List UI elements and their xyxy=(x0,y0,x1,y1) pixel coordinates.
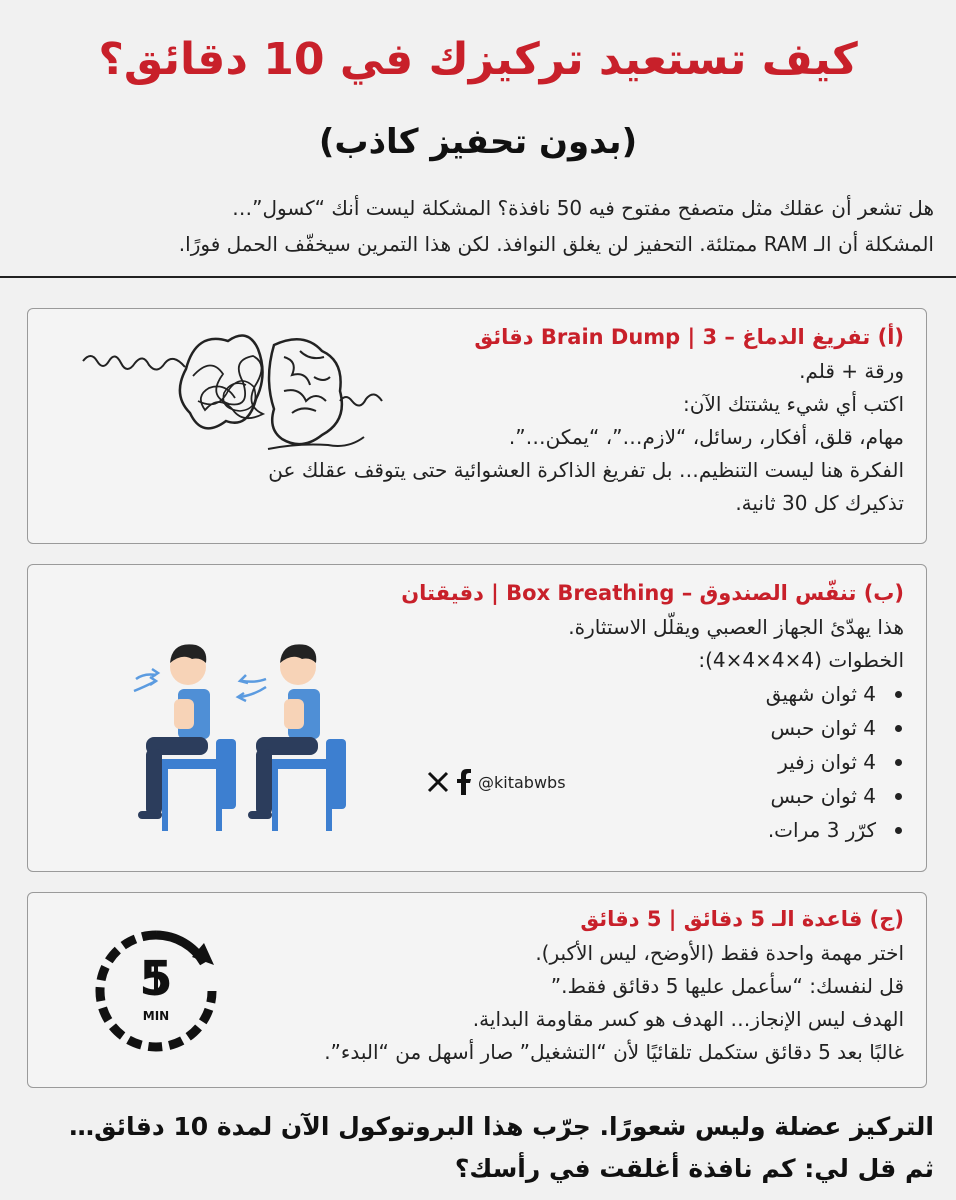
card-line: ورقة + قلم. xyxy=(799,359,904,383)
card-line: الخطوات (4×4×4×4): xyxy=(698,648,904,672)
intro-line: المشكلة أن الـ RAM ممتلئة. التحفيز لن يغلق النوافذ. لكن هذا التمرين سيخفّف الحمل فورًا. xyxy=(178,232,934,256)
card-line: قل لنفسك: “سأعمل عليها 5 دقائق فقط.” xyxy=(550,974,904,998)
card-box-breathing-text xyxy=(401,575,904,847)
timer-number: 5 xyxy=(139,951,173,1007)
card-line: اختر مهمة واحدة فقط (الأوضح، ليس الأكبر). xyxy=(535,941,904,965)
closing-line: ثم قل لي: كم نافذة أغلقت في رأسك؟ xyxy=(454,1154,934,1183)
timer-unit: MIN xyxy=(142,1009,170,1023)
page-title: كيف تستعيد تركيزك في 10 دقائق؟ xyxy=(98,34,858,85)
card-five-minute-rule xyxy=(27,892,927,1088)
card-box-breathing-title: (ب) تنفّس الصندوق – Box Breathing | دقيقتان xyxy=(401,581,904,605)
closing-line: التركيز عضلة وليس شعورًا. جرّب هذا البروتوكول الآن لمدة 10 دقائق… xyxy=(69,1112,934,1141)
card-line: تذكيرك كل 30 ثانية. xyxy=(735,491,904,515)
tangled-brain-icon xyxy=(78,321,418,461)
card-line: غالبًا بعد 5 دقائق ستكمل تلقائيًا لأن “التشغيل” صار أسهل من “البدء”. xyxy=(324,1040,904,1064)
section-divider xyxy=(0,276,956,278)
card-five-minute-rule-text xyxy=(324,901,904,1069)
x-logo-icon xyxy=(426,770,450,794)
breathing-steps-list xyxy=(401,677,904,847)
intro-paragraph xyxy=(20,190,934,262)
card-line: الهدف ليس الإنجاز… الهدف هو كسر مقاومة البداية. xyxy=(472,1007,904,1031)
page-subtitle: (بدون تحفيز كاذب) xyxy=(318,122,638,162)
person-exhaling-figure xyxy=(238,644,346,831)
list-item: كرّر 3 مرات. xyxy=(401,813,884,847)
five-minute-timer-icon xyxy=(86,921,226,1061)
card-line: الفكرة هنا ليست التنظيم… بل تفريغ الذاكرة العشوائية حتى يتوقف عقلك عن xyxy=(268,458,904,482)
list-item: 4 ثوان زفير xyxy=(401,745,884,779)
person-inhaling-figure xyxy=(134,644,236,831)
card-line: مهام، قلق، أفكار، رسائل، “لازم…”، “يمكن…”. xyxy=(508,425,904,449)
card-brain-dump-title: (أ) تفريغ الدماغ – Brain Dump | 3 دقائق xyxy=(474,325,904,349)
social-handle-group xyxy=(426,769,566,795)
card-line: هذا يهدّئ الجهاز العصبي ويقلّل الاستثارة. xyxy=(568,615,904,639)
facebook-logo-icon xyxy=(456,769,472,795)
card-brain-dump xyxy=(27,308,927,544)
card-five-minute-rule-title: (ج) قاعدة الـ 5 دقائق | 5 دقائق xyxy=(580,907,904,931)
intro-line: هل تشعر أن عقلك مثل متصفح مفتوح فيه 50 نافذة؟ المشكلة ليست أنك “كسول”… xyxy=(232,196,934,220)
list-item: 4 ثوان حبس xyxy=(401,711,884,745)
breathing-person-illustration xyxy=(116,639,346,859)
closing-message xyxy=(18,1106,934,1190)
card-box-breathing xyxy=(27,564,927,872)
list-item: 4 ثوان شهيق xyxy=(401,677,884,711)
list-item: 4 ثوان حبس xyxy=(401,779,884,813)
card-line: اكتب أي شيء يشتتك الآن: xyxy=(683,392,904,416)
social-handle: @kitabwbs xyxy=(478,772,566,792)
